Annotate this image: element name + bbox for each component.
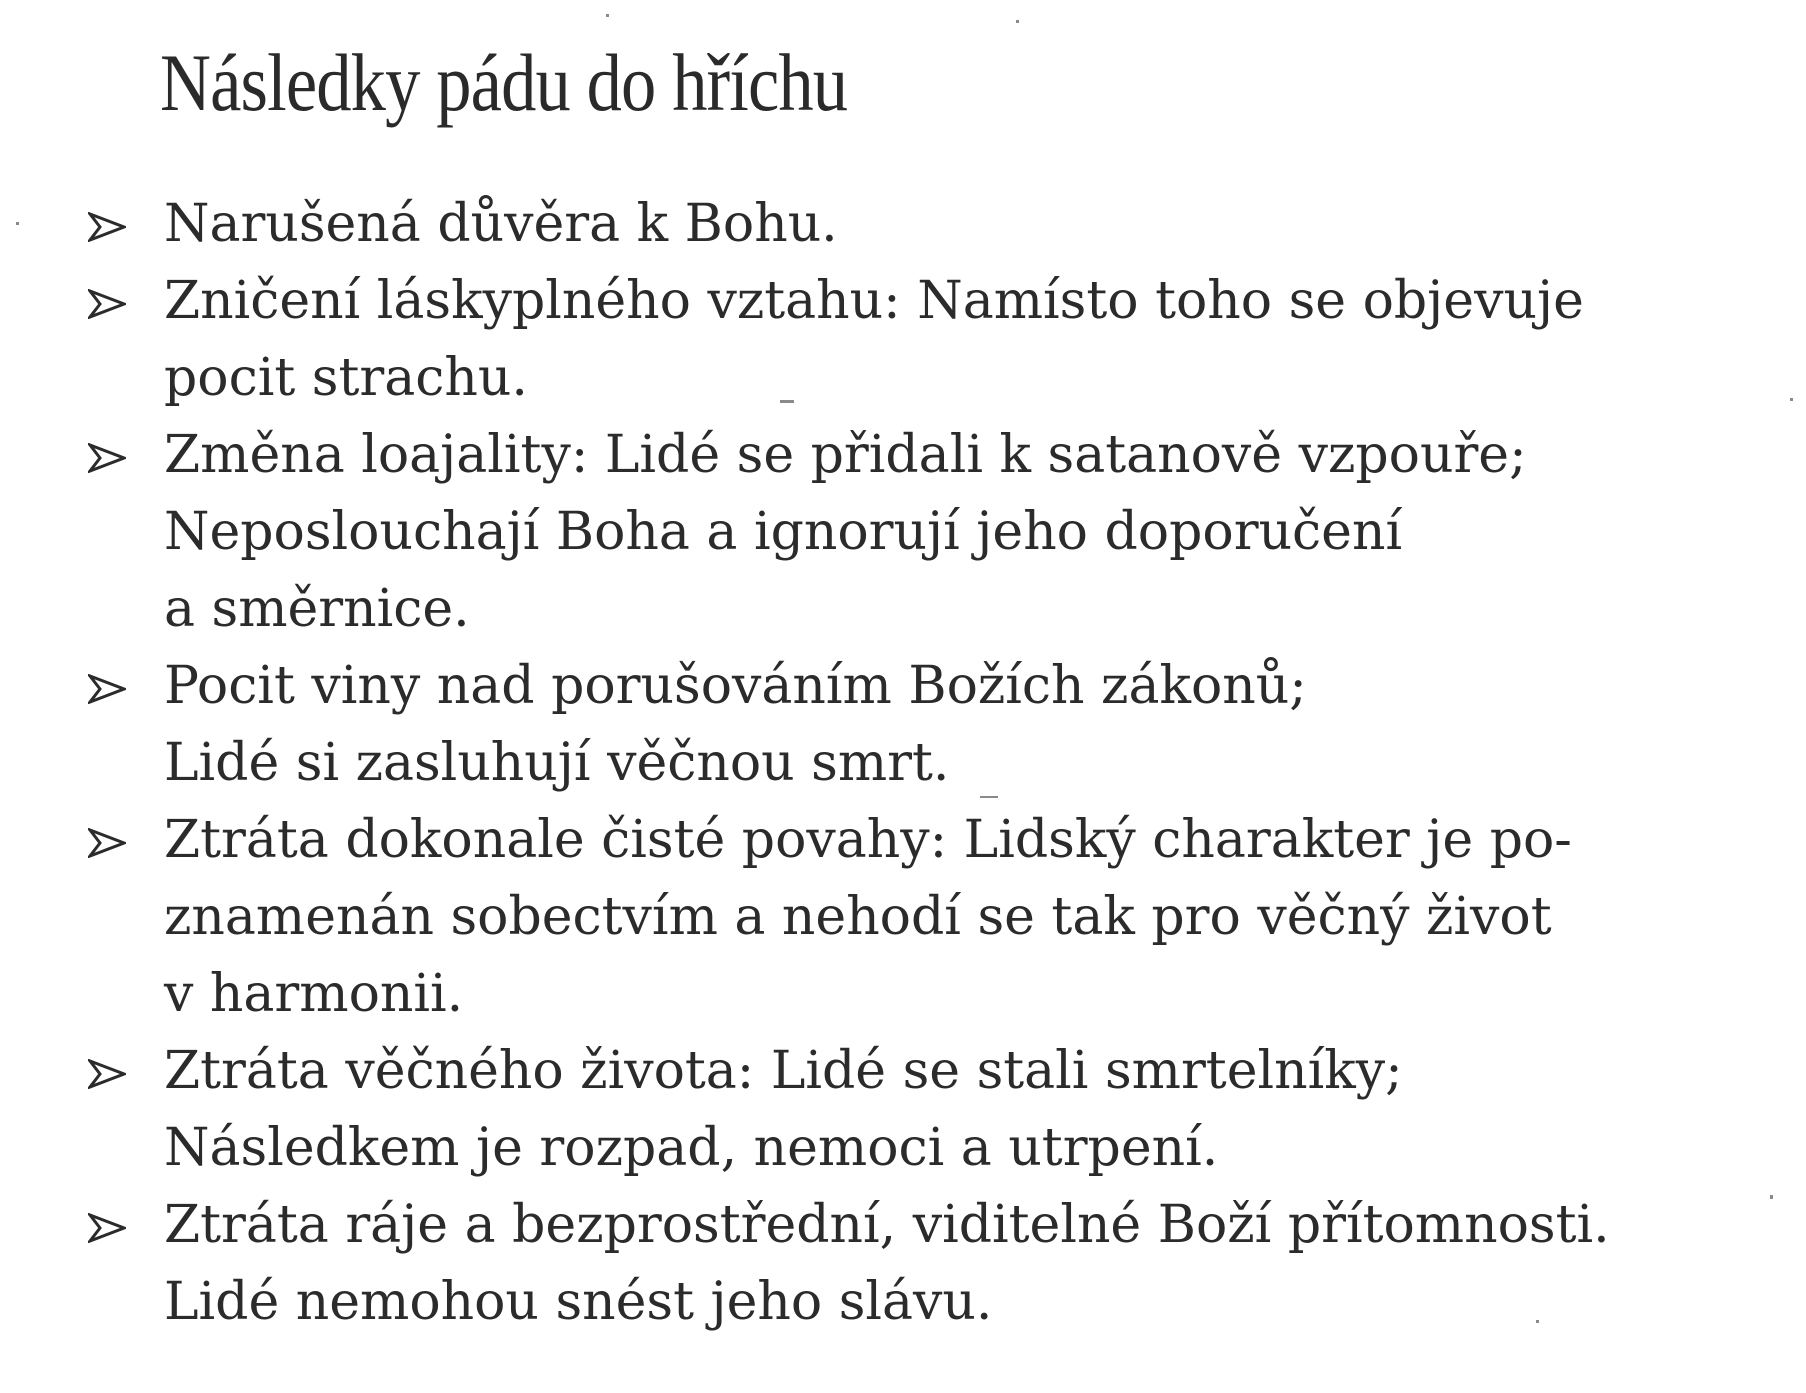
list-item-line: Ztráta věčného života: Lidé se stali smrtelníky; bbox=[164, 1041, 1403, 1101]
list-item-line: Ztráta dokonale čisté povahy: Lidský charakter je po- bbox=[164, 810, 1572, 870]
scan-speck bbox=[16, 222, 19, 225]
list-item bbox=[82, 802, 1782, 1033]
arrowhead-bullet-icon bbox=[88, 443, 126, 473]
scan-speck bbox=[780, 400, 794, 403]
list-item bbox=[82, 263, 1782, 417]
list-item-line: Neposlouchají Boha a ignorují jeho doporučení bbox=[164, 502, 1403, 562]
page-title: Následky pádu do hříchu bbox=[160, 37, 848, 128]
list-item bbox=[82, 1187, 1782, 1341]
scan-speck bbox=[1770, 1195, 1773, 1199]
arrowhead-bullet-icon bbox=[88, 289, 126, 319]
list-item-line: pocit strachu. bbox=[164, 348, 528, 408]
arrowhead-bullet-icon bbox=[88, 828, 126, 858]
scan-speck bbox=[1536, 1320, 1539, 1323]
list-item-line: znamenán sobectvím a nehodí se tak pro věčný život bbox=[164, 887, 1552, 947]
list-item bbox=[82, 417, 1782, 648]
list-item-line: Změna loajality: Lidé se přidali k satanově vzpouře; bbox=[164, 425, 1527, 485]
list-item-line: Lidé si zasluhují věčnou smrt. bbox=[164, 733, 950, 793]
list-item-line: v harmonii. bbox=[164, 964, 464, 1024]
list-item-line: Zničení láskyplného vztahu: Namísto toho se objevuje bbox=[164, 271, 1584, 331]
list-item bbox=[82, 186, 1782, 263]
arrowhead-bullet-icon bbox=[88, 212, 126, 242]
scan-speck bbox=[1790, 398, 1793, 401]
scan-speck bbox=[1016, 20, 1019, 23]
scan-speck bbox=[606, 14, 609, 17]
list-item bbox=[82, 648, 1782, 802]
list-item-line: Ztráta ráje a bezprostřední, viditelné Boží přítomnosti. bbox=[164, 1195, 1610, 1255]
arrowhead-bullet-icon bbox=[88, 1059, 126, 1089]
list-item-line: Pocit viny nad porušováním Božích zákonů; bbox=[164, 656, 1307, 716]
list-item bbox=[82, 1033, 1782, 1187]
list-item-line: a směrnice. bbox=[164, 579, 470, 639]
list-item-line: Lidé nemohou snést jeho slávu. bbox=[164, 1272, 993, 1332]
scan-speck bbox=[980, 796, 998, 798]
arrowhead-bullet-icon bbox=[88, 674, 126, 704]
list-item-line: Následkem je rozpad, nemoci a utrpení. bbox=[164, 1118, 1219, 1178]
arrowhead-bullet-icon bbox=[88, 1213, 126, 1243]
list-item-line: Narušená důvěra k Bohu. bbox=[164, 194, 838, 254]
consequence-list bbox=[82, 186, 1782, 1341]
